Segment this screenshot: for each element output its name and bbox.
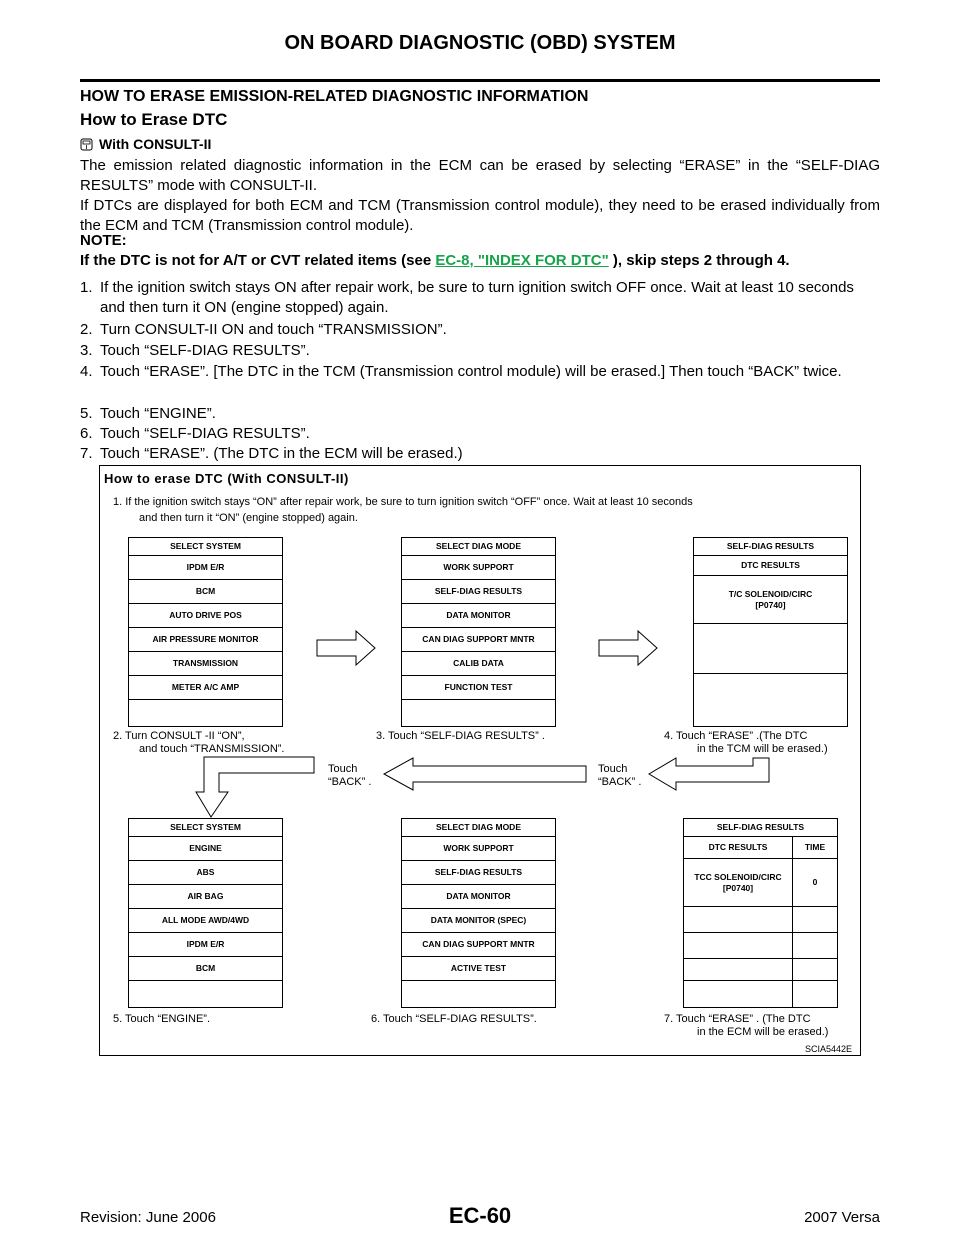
step-6: [80, 424, 880, 444]
menu-item[interactable]: IPDM E/R: [129, 556, 282, 580]
footer-revision: Revision: June 2006: [80, 1209, 216, 1226]
screen-title: SELECT DIAG MODE: [402, 819, 555, 837]
caption-step3: 3. Touch “SELF-DIAG RESULTS” .: [376, 730, 545, 742]
arrow-right-2: [598, 630, 658, 666]
dtc-item-name: TCC SOLENOID/CIRC: [694, 871, 782, 882]
step-4: [80, 362, 880, 382]
caption-step2-line1: 2. Turn CONSULT -II “ON”,: [113, 730, 245, 742]
step-num: 5.: [80, 405, 93, 422]
caption-step4-line2: in the TCM will be erased.): [697, 743, 828, 755]
dtc-item-name: T/C SOLENOID/CIRC: [728, 588, 813, 599]
dtc-item-code: [P0740]: [755, 599, 786, 610]
arrow-down-left: [195, 756, 315, 818]
menu-item[interactable]: AIR BAG: [129, 885, 282, 909]
figure-step1-line2: and then turn it “ON” (engine stopped) again.: [139, 512, 358, 524]
step-text: Touch “SELF-DIAG RESULTS”.: [100, 425, 310, 442]
menu-empty-row: [129, 981, 282, 1007]
caption-step7-line1: 7. Touch “ERASE” . (The DTC: [664, 1013, 811, 1025]
arrow-right-1: [316, 630, 376, 666]
step-num: 2.: [80, 321, 93, 338]
figure-step1-line1: 1. If the ignition switch stays “ON” after repair work, be sure to turn ignition switch “OFF” once. Wait at least 10 seconds: [113, 496, 693, 508]
step-text: Touch “ERASE”. [The DTC in the TCM (Transmission control module) will be erased.] Then touch “BACK” twice.: [100, 363, 842, 380]
screen-self-diag-results-tcm: [693, 537, 848, 727]
dtc-empty-row: [684, 907, 837, 933]
menu-empty-row: [402, 700, 555, 726]
screen-select-diag-mode-1: [401, 537, 556, 727]
consult-tool-icon: [80, 138, 93, 151]
footer-model: 2007 Versa: [804, 1209, 880, 1226]
menu-item-self-diag-results[interactable]: SELF-DIAG RESULTS: [402, 861, 555, 885]
menu-empty-row: [129, 700, 282, 726]
step-num: 7.: [80, 445, 93, 462]
dtc-item-code: [P0740]: [722, 882, 754, 893]
menu-item[interactable]: IPDM E/R: [129, 933, 282, 957]
intro-paragraph-1: The emission related diagnostic information in the ECM can be erased by selecting “ERASE” in the “SELF-DIAG RESULTS” mode with CONSULT-II.: [80, 157, 880, 194]
arrow-back-middle: [383, 757, 587, 791]
col-dtc-results: DTC RESULTS: [684, 837, 793, 858]
step-text: Turn CONSULT-II ON and touch “TRANSMISSION”.: [100, 321, 447, 338]
menu-item[interactable]: DATA MONITOR: [402, 885, 555, 909]
menu-item[interactable]: WORK SUPPORT: [402, 837, 555, 861]
section-title: HOW TO ERASE EMISSION-RELATED DIAGNOSTIC INFORMATION: [80, 88, 589, 105]
back-label-1-line1: Touch: [328, 763, 358, 775]
note-text: [80, 251, 880, 271]
arrow-back-right: [648, 757, 770, 791]
screen-title: SELF-DIAG RESULTS: [684, 819, 837, 837]
step-text: Touch “ENGINE”.: [100, 405, 216, 422]
screen-self-diag-results-ecm: [683, 818, 838, 1008]
menu-item[interactable]: DATA MONITOR: [402, 604, 555, 628]
intro-paragraph-2: If DTCs are displayed for both ECM and TCM (Transmission control module), they need to be erased individually from the ECM and TCM (Transmission control module).: [80, 197, 880, 234]
screen-select-diag-mode-2: [401, 818, 556, 1008]
step-num: 3.: [80, 342, 93, 359]
step-num: 6.: [80, 425, 93, 442]
figure-title: How to erase DTC (With CONSULT-II): [104, 471, 349, 486]
dtc-item: [684, 859, 793, 906]
method-label: With CONSULT-II: [99, 136, 212, 152]
screen-select-system-2: [128, 818, 283, 1008]
menu-item[interactable]: ACTIVE TEST: [402, 957, 555, 981]
caption-step4-line1: 4. Touch “ERASE” .(The DTC: [664, 730, 808, 742]
results-header-row: [684, 837, 837, 859]
dtc-empty-row: [684, 959, 837, 981]
menu-item[interactable]: AUTO DRIVE POS: [129, 604, 282, 628]
menu-item[interactable]: BCM: [129, 580, 282, 604]
menu-item-self-diag-results[interactable]: SELF-DIAG RESULTS: [402, 580, 555, 604]
back-label-2-line1: Touch: [598, 763, 628, 775]
screen-title: SELF-DIAG RESULTS: [694, 538, 847, 556]
caption-step2-line2: and touch “TRANSMISSION”.: [139, 743, 285, 755]
back-label-2-line2: “BACK” .: [598, 776, 642, 788]
menu-item-transmission[interactable]: TRANSMISSION: [129, 652, 282, 676]
dtc-empty-row: [694, 624, 847, 674]
step-5: [80, 404, 880, 424]
caption-step7-line2: in the ECM will be erased.): [697, 1026, 829, 1038]
menu-item[interactable]: ALL MODE AWD/4WD: [129, 909, 282, 933]
menu-empty-row: [402, 981, 555, 1007]
menu-item[interactable]: CAN DIAG SUPPORT MNTR: [402, 628, 555, 652]
back-label-1-line2: “BACK” .: [328, 776, 372, 788]
menu-item[interactable]: ABS: [129, 861, 282, 885]
menu-item[interactable]: DATA MONITOR (SPEC): [402, 909, 555, 933]
menu-item[interactable]: BCM: [129, 957, 282, 981]
menu-item[interactable]: CAN DIAG SUPPORT MNTR: [402, 933, 555, 957]
page-header-title: ON BOARD DIAGNOSTIC (OBD) SYSTEM: [284, 32, 676, 54]
step-3: [80, 341, 880, 361]
note-label: NOTE:: [80, 232, 127, 249]
note-pre: If the DTC is not for A/T or CVT related items (see: [80, 252, 436, 269]
menu-item[interactable]: CALIB DATA: [402, 652, 555, 676]
figure-code: SCIA5442E: [805, 1044, 853, 1054]
dtc-item: [694, 576, 847, 624]
index-for-dtc-link[interactable]: EC-8, "INDEX FOR DTC": [435, 252, 609, 269]
header-rule: [80, 79, 880, 82]
step-text: Touch “SELF-DIAG RESULTS”.: [100, 342, 310, 359]
dtc-empty-row: [684, 933, 837, 959]
section-subtitle: How to Erase DTC: [80, 110, 228, 129]
method-heading: [80, 136, 211, 152]
dtc-empty-row: [694, 674, 847, 726]
menu-item[interactable]: AIR PRESSURE MONITOR: [129, 628, 282, 652]
step-1: [80, 278, 880, 318]
dtc-empty-row: [684, 981, 837, 1007]
dtc-item-row: [684, 859, 837, 907]
col-time: TIME: [804, 842, 826, 852]
menu-item-engine[interactable]: ENGINE: [129, 837, 282, 861]
screen-title: SELECT SYSTEM: [129, 538, 282, 556]
screen-title: SELECT SYSTEM: [129, 819, 282, 837]
dtc-results-header: DTC RESULTS: [694, 556, 847, 576]
step-num: 1.: [80, 279, 93, 296]
footer-page-number: EC-60: [448, 1203, 512, 1228]
menu-item[interactable]: FUNCTION TEST: [402, 676, 555, 700]
screen-select-system-1: [128, 537, 283, 727]
menu-item[interactable]: METER A/C AMP: [129, 676, 282, 700]
dtc-time-value: 0: [812, 877, 818, 887]
menu-item[interactable]: WORK SUPPORT: [402, 556, 555, 580]
step-7: [80, 444, 880, 464]
caption-step6: 6. Touch “SELF-DIAG RESULTS”.: [371, 1013, 537, 1025]
step-text: Touch “ERASE”. (The DTC in the ECM will be erased.): [100, 445, 463, 462]
caption-step5: 5. Touch “ENGINE”.: [113, 1013, 210, 1025]
note-post: ), skip steps 2 through 4.: [608, 252, 790, 269]
screen-title: SELECT DIAG MODE: [402, 538, 555, 556]
step-2: [80, 320, 880, 340]
step-text: If the ignition switch stays ON after repair work, be sure to turn ignition switch OFF once. Wait at least 10 seconds and then turn it ON (engine stopped) again.: [100, 279, 854, 316]
step-num: 4.: [80, 363, 93, 380]
